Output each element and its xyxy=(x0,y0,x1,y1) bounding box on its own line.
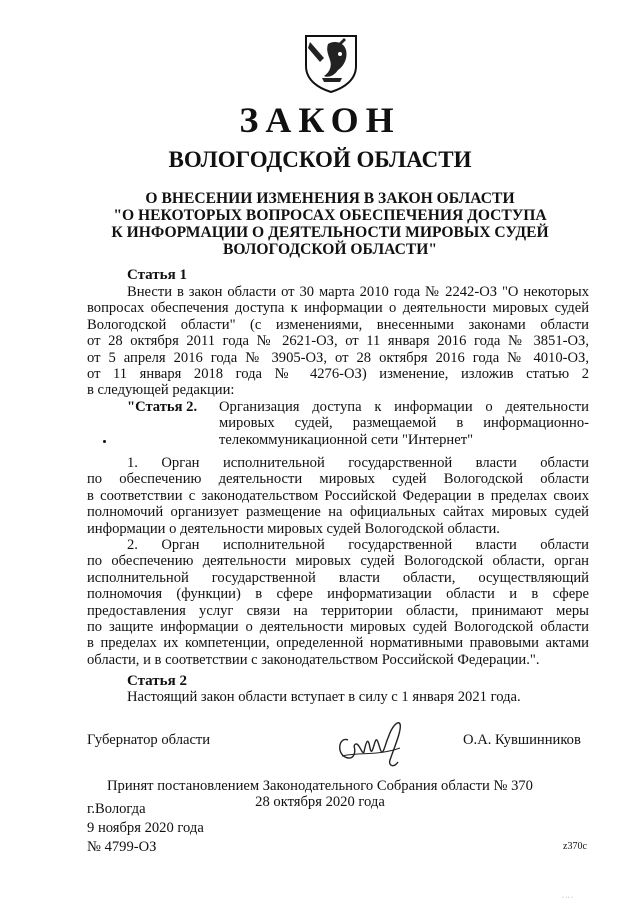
paragraph-2 xyxy=(87,537,589,668)
sign-date: 9 ноября 2020 года xyxy=(87,820,204,836)
quoted-article-label: "Статья 2. xyxy=(127,399,198,415)
text-line: Организация доступа к информации о деятельности xyxy=(219,399,589,415)
adoption-date: 28 октября 2020 года xyxy=(255,794,385,810)
law-heading xyxy=(100,190,560,258)
text-line: 1. Орган исполнительной государственной власти области xyxy=(127,455,589,471)
text-line: телекоммуникационной сети "Интернет" xyxy=(219,431,474,448)
article-1-title: Статья 1 xyxy=(127,267,187,283)
paragraph-1 xyxy=(87,455,589,537)
article-2-title: Статья 2 xyxy=(127,673,187,689)
article-1-text xyxy=(87,284,589,399)
text-line: полномочия (функции) в сфере информатизации области и в сфере xyxy=(87,586,589,603)
law-number: № 4799-ОЗ xyxy=(87,839,157,855)
stray-mark xyxy=(103,440,106,443)
text-line: области, и в соответствии с законодательством Российской Федерации.". xyxy=(87,651,540,668)
city: г.Вологда xyxy=(87,801,146,817)
text-line: от 28 октября 2011 года № 2621-ОЗ, от 11 января 2016 года № 3851-ОЗ, xyxy=(87,333,589,350)
text-line: предоставления услуг связи на территории области, принимают меры xyxy=(87,602,589,619)
article-2-text: Настоящий закон области вступает в силу с 1 января 2021 года. xyxy=(127,689,521,705)
heading-line: О ВНЕСЕНИИ ИЗМЕНЕНИЯ В ЗАКОН ОБЛАСТИ xyxy=(145,190,515,207)
document-subtitle: ВОЛОГОДСКОЙ ОБЛАСТИ xyxy=(168,147,472,172)
text-line: от 5 апреля 2016 года № 3905-ОЗ, от 28 октября 2016 года № 4010-ОЗ, xyxy=(87,349,589,366)
text-line: по защите информации о деятельности мировых судей Вологодской области xyxy=(87,619,589,636)
text-line: по обеспечению деятельности мировых судей Вологодской области xyxy=(87,471,589,488)
text-line: по обеспечению деятельности мировых судей Вологодской области, орган xyxy=(87,553,589,570)
text-line: вопросах обеспечения доступа к информации о деятельности мировых судей xyxy=(87,300,589,317)
signatory-position: Губернатор области xyxy=(87,732,211,748)
heading-line: ВОЛОГОДСКОЙ ОБЛАСТИ" xyxy=(222,241,438,258)
text-line: Внести в закон области от 30 марта 2010 года № 2242-ОЗ "О некоторых xyxy=(127,284,589,300)
text-line: в соответствии с законодательством Российской Федерации в пределах своих xyxy=(87,487,589,504)
document-title: ЗАКОН xyxy=(239,100,401,140)
text-line: Вологодской области" (с изменениями, внесенными законами области xyxy=(87,316,589,333)
document-code: z370c xyxy=(563,841,587,852)
text-line: полномочий организует размещение на официальных сайтах мировых судей xyxy=(87,504,589,521)
text-line: от 11 января 2018 года № 4276-ОЗ) изменение, изложив статью 2 xyxy=(87,366,589,383)
text-line: 2. Орган исполнительной государственной власти области xyxy=(127,537,589,553)
heading-line: К ИНФОРМАЦИИ О ДЕЯТЕЛЬНОСТИ МИРОВЫХ СУДЕЙ xyxy=(111,224,549,241)
adoption-line: Принят постановлением Законодательного Собрания области № 370 xyxy=(107,778,533,794)
text-line: в следующей редакции: xyxy=(87,382,235,399)
text-line: исполнительной государственной власти области, осуществляющий xyxy=(87,569,589,586)
text-line: в пределах их компетенции, определенной нормативными правовыми актами xyxy=(87,635,589,652)
handwritten-signature-icon xyxy=(328,712,418,772)
text-line: информации о деятельности мировых судей Вологодской области. xyxy=(87,520,500,537)
signatory-name: О.А. Кувшинников xyxy=(463,732,581,748)
heading-line: "О НЕКОТОРЫХ ВОПРОСАХ ОБЕСПЕЧЕНИЯ ДОСТУПА xyxy=(113,207,547,224)
page-marks: · ·· · xyxy=(562,895,573,901)
quoted-article-title xyxy=(219,399,589,448)
text-line: мировых судей, размещаемой в информационно- xyxy=(219,415,589,432)
coat-of-arms-icon xyxy=(300,32,362,94)
